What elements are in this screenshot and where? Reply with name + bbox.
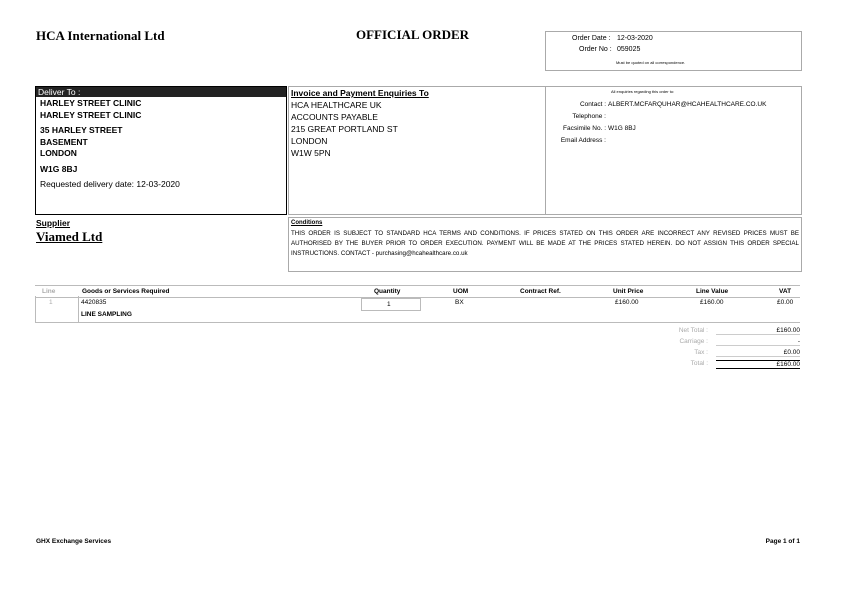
order-note: Must be quoted on all correspondence.	[616, 60, 686, 65]
tax-row	[620, 349, 800, 358]
footer-source: GHX Exchange Services	[36, 538, 112, 545]
table-row	[35, 297, 800, 323]
invoice-enquiries-box	[288, 86, 802, 215]
order-date-label: Order Date :	[572, 35, 611, 42]
col-line-value: Line Value	[696, 288, 729, 295]
contact-email: ALBERT.MCFARQUHAR@HCAHEALTHCARE.CO.UK	[608, 101, 767, 108]
invoice-line: 215 GREAT PORTLAND ST	[291, 124, 398, 134]
fax-label: Facsimile No. :	[563, 125, 606, 132]
invoice-line: HCA HEALTHCARE UK	[291, 100, 382, 110]
tax-value: £0.00	[716, 349, 800, 357]
col-quantity: Quantity	[374, 288, 401, 295]
tax-label: Tax :	[694, 349, 708, 356]
deliver-line: BASEMENT	[40, 136, 88, 147]
carriage-row	[620, 338, 800, 347]
carriage-value: -	[716, 338, 800, 346]
col-unit-price: Unit Price	[613, 288, 644, 295]
deliver-heading: Deliver To :	[36, 87, 286, 97]
row-unit-price: £160.00	[615, 299, 639, 306]
document-title: OFFICIAL ORDER	[356, 27, 470, 42]
deliver-to-box	[35, 86, 287, 215]
row-uom: BX	[455, 299, 464, 306]
quantity-cell	[361, 298, 421, 311]
invoice-line: ACCOUNTS PAYABLE	[291, 112, 378, 122]
company-name: HCA International Ltd	[36, 28, 165, 43]
conditions-box	[288, 217, 802, 272]
invoice-line: W1W 5PN	[291, 148, 331, 158]
fax-value: W1G 8BJ	[608, 125, 636, 132]
requested-delivery-date: Requested delivery date: 12-03-2020	[40, 179, 180, 189]
row-quantity: 1	[387, 301, 391, 308]
col-vat: VAT	[779, 288, 792, 295]
row-line-value: £160.00	[700, 299, 724, 306]
total-row	[620, 360, 800, 369]
conditions-text: THIS ORDER IS SUBJECT TO STANDARD HCA TERMS AND CONDITIONS. IF PRICES STATED ON THIS ORDER ARE INCORRECT ANY REVISED PRICES MUST BE AUTHORISED BY THE BUYER PRIOR TO ORDER EXECUTION. PAYMENT WILL BE MADE AT THE PRICES STATED HEREIN. DO NOT ASSIGN THIS ORDER SPECIAL INSTRUCTIONS. CONTACT - purchasing@hcahealthcare.co.uk	[291, 230, 799, 257]
email-label: Email Address :	[560, 137, 606, 144]
invoice-divider	[545, 87, 546, 214]
col-uom: UOM	[453, 288, 469, 295]
row-code: 4420835	[81, 299, 107, 306]
deliver-line: LONDON	[40, 148, 77, 158]
enquiries-note: All enquiries regarding this order to:	[611, 89, 675, 94]
deliver-line: HARLEY STREET CLINIC	[40, 98, 142, 108]
supplier-label: Supplier	[36, 218, 71, 228]
deliver-line: W1G 8BJ	[40, 163, 78, 174]
total-value: £160.00	[716, 360, 800, 369]
conditions-title: Conditions	[291, 220, 323, 226]
net-total-label: Net Total :	[678, 327, 708, 334]
deliver-line: HARLEY STREET CLINIC	[40, 109, 142, 120]
row-vat: £0.00	[777, 299, 794, 306]
telephone-label: Telephone :	[572, 113, 606, 120]
order-date: 12-03-2020	[617, 35, 653, 42]
carriage-label: Carriage :	[679, 338, 708, 345]
contact-label: Contact :	[579, 101, 606, 108]
total-label: Total :	[690, 360, 708, 367]
col-line: Line	[42, 288, 56, 295]
order-no-label: Order No :	[579, 46, 612, 53]
page-number: Page 1 of 1	[765, 538, 800, 545]
deliver-line: 35 HARLEY STREET	[40, 125, 123, 135]
order-info-box	[545, 31, 802, 71]
net-total-value: £160.00	[716, 327, 800, 335]
row-description: LINE SAMPLING	[81, 311, 132, 318]
col-goods: Goods or Services Required	[82, 288, 170, 295]
invoice-line: LONDON	[291, 136, 328, 146]
row-line: 1	[49, 299, 53, 306]
line-cell	[35, 296, 79, 322]
col-contract: Contract Ref.	[520, 288, 561, 295]
order-no: 059025	[617, 46, 641, 53]
invoice-heading: Invoice and Payment Enquiries To	[291, 88, 429, 98]
supplier-name: Viamed Ltd	[36, 229, 103, 244]
net-total-row	[620, 327, 800, 336]
